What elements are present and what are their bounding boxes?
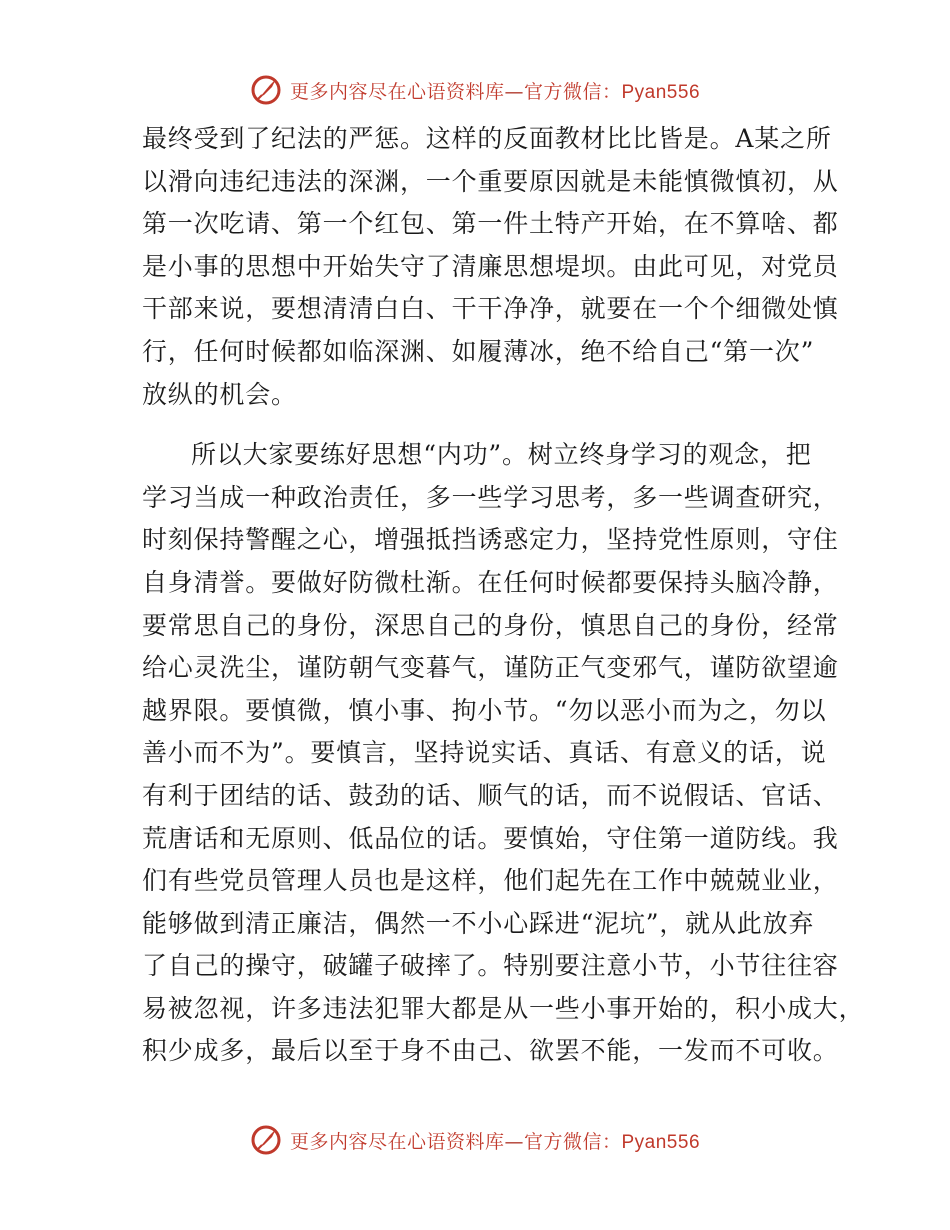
text-line: 易被忽视，许多违法犯罪大都是从一些小事开始的，积小成大， <box>142 993 865 1023</box>
text-line: 第一次吃请、第一个红包、第一件土特产开始，在不算啥、都 <box>142 209 839 239</box>
watermark-id: Pyan556 <box>621 1131 701 1153</box>
watermark-main: 更多内容尽在心语资料库 <box>289 80 505 103</box>
text-line: 越界限。要慎微，慎小事、拘小节。“勿以恶小而为之，勿以 <box>142 695 827 725</box>
text-line: 们有些党员管理人员也是这样，他们起先在工作中兢兢业业， <box>142 866 839 896</box>
text-line: 要常思自己的身份，深思自己的身份，慎思自己的身份，经常 <box>142 610 839 640</box>
text-line: 积少成多，最后以至于身不由己、欲罢不能，一发而不可收。 <box>142 1036 839 1066</box>
text-line: 所以大家要练好思想“内功”。树立终身学习的观念，把 <box>191 440 812 470</box>
text-line: 有利于团结的话、鼓劲的话、顺气的话，而不说假话、官话、 <box>142 780 839 810</box>
watermark-account: 官方微信： <box>523 80 622 103</box>
text-line: 行，任何时候都如临深渊、如履薄冰，绝不给自己“第一次” <box>142 336 815 366</box>
text-line: 能够做到清正廉洁，偶然一不小心踩进“泥坑”，就从此放弃 <box>142 908 815 938</box>
document-body <box>142 118 865 1073</box>
text-line: 是小事的思想中开始失守了清廉思想堤坝。由此可见，对党员 <box>142 251 839 281</box>
text-line: 学习当成一种政治责任，多一些学习思考，多一些调查研究， <box>142 482 839 512</box>
paragraph-1 <box>142 118 839 416</box>
quill-logo-icon <box>250 1123 284 1157</box>
watermark-text <box>290 1127 700 1154</box>
paragraph-2 <box>142 434 865 1073</box>
watermark-separator: — <box>504 80 524 103</box>
watermark-account: 官方微信： <box>523 1130 622 1153</box>
text-line: 以滑向违纪违法的深渊，一个重要原因就是未能慎微慎初，从 <box>142 166 839 196</box>
quill-logo-icon <box>250 73 284 107</box>
footer-watermark <box>0 1120 950 1160</box>
text-line: 给心灵洗尘，谨防朝气变暮气，谨防正气变邪气，谨防欲望逾 <box>142 653 839 683</box>
header-watermark <box>0 70 950 110</box>
text-line: 荒唐话和无原则、低品位的话。要慎始，守住第一道防线。我 <box>142 823 839 853</box>
text-line: 干部来说，要想清清白白、干干净净，就要在一个个细微处慎 <box>142 294 839 324</box>
text-line: 了自己的操守，破罐子破摔了。特别要注意小节，小节往往容 <box>142 951 839 981</box>
text-line: 善小而不为”。要慎言，坚持说实话、真话、有意义的话，说 <box>142 738 827 768</box>
text-line: 放纵的机会。 <box>142 379 297 409</box>
watermark-id: Pyan556 <box>621 81 701 103</box>
paragraph-spacer <box>142 416 810 434</box>
text-line: 自身清誉。要做好防微杜渐。在任何时候都要保持头脑冷静， <box>142 567 839 597</box>
text-line: 最终受到了纪法的严惩。这样的反面教材比比皆是。A某之所 <box>142 124 832 153</box>
watermark-separator: — <box>504 1130 524 1153</box>
watermark-text <box>290 77 700 104</box>
text-line: 时刻保持警醒之心，增强抵挡诱惑定力，坚持党性原则，守住 <box>142 525 839 555</box>
watermark-main: 更多内容尽在心语资料库 <box>289 1130 505 1153</box>
